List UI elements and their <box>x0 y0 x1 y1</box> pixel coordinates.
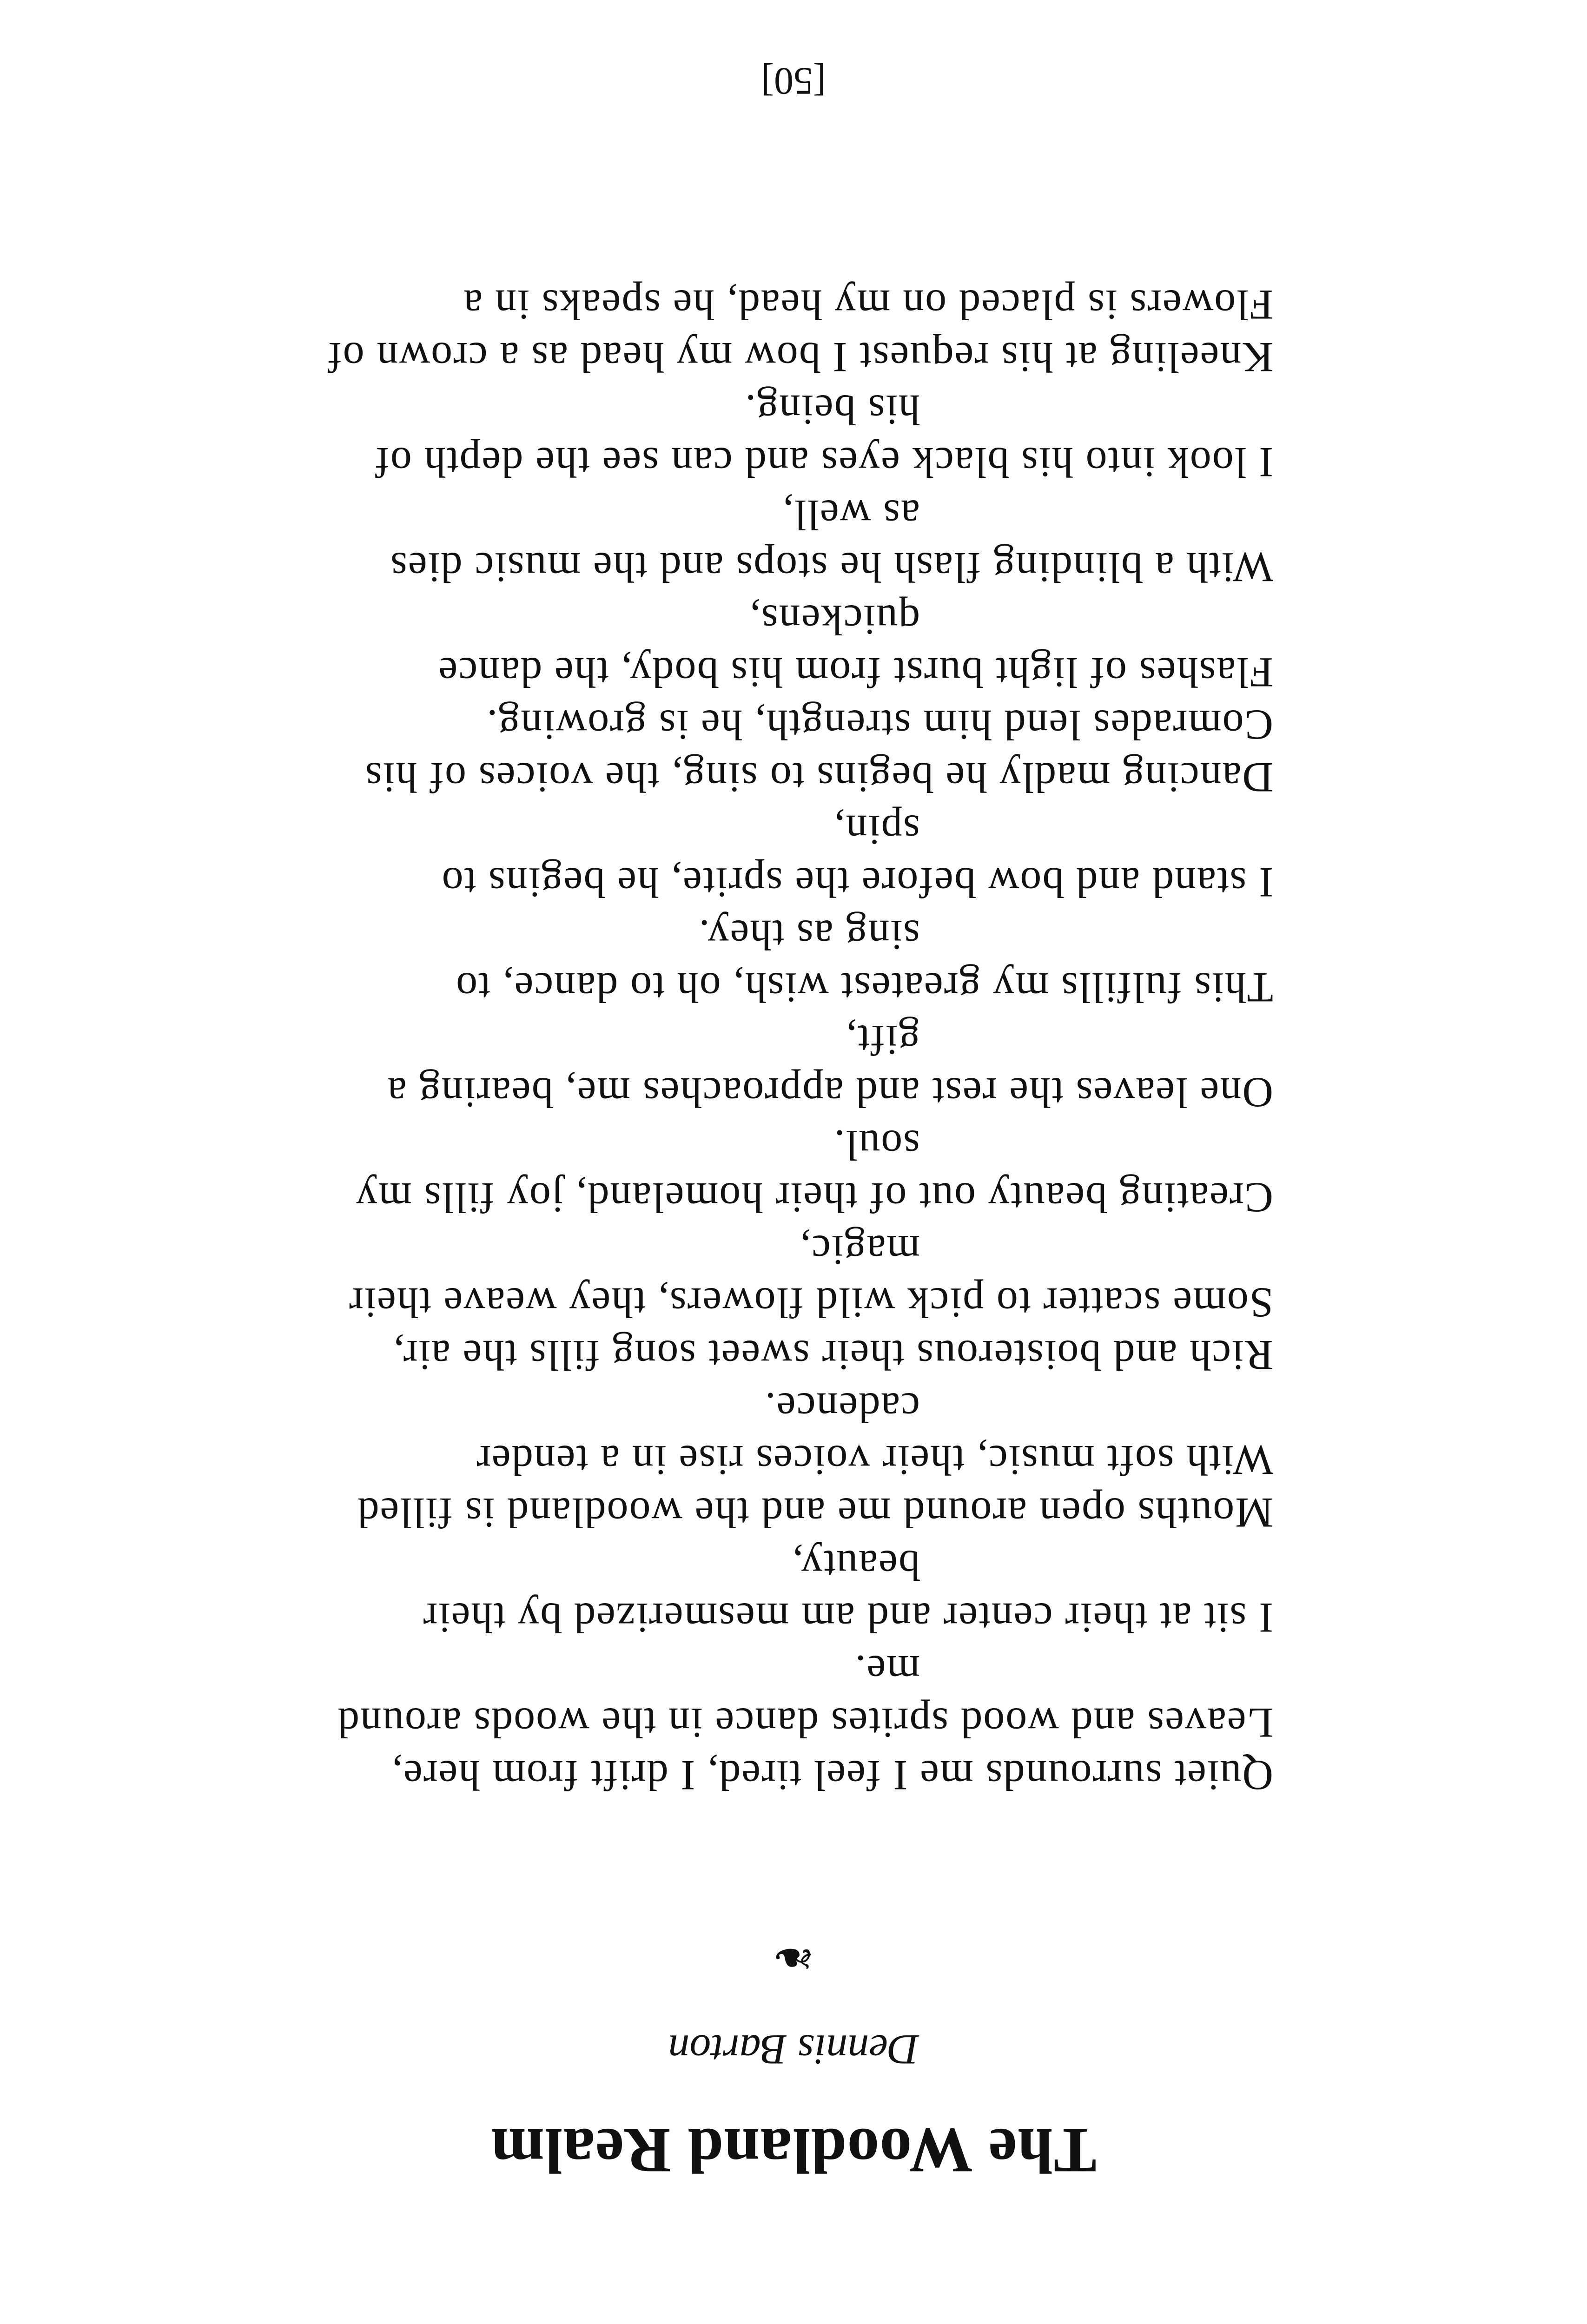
poem-line: Some scatter to pick wild flowers, they weave their <box>348 1279 1273 1327</box>
poem-line: With soft music, their voices rise in a tender <box>476 1437 1273 1484</box>
poem-title: The Woodland Realm <box>490 2115 1097 2186</box>
poem-line: I stand and bow before the sprite, he begins to <box>441 859 1273 906</box>
poem-line: One leaves the rest and approaches me, bearing a <box>386 1069 1273 1116</box>
poem-line: With a blinding flash he stops and the music dies <box>390 544 1273 591</box>
poem-line: Flowers is placed on my head, he speaks in a <box>463 281 1273 329</box>
poem-author: Dennis Barton <box>668 2026 919 2073</box>
poem-line-continuation: me. <box>854 1647 920 1694</box>
fleuron-ornament-icon: ❧ <box>772 1929 815 1986</box>
poem-line: Dancing madly he begins to sing, the voices of his <box>364 754 1273 801</box>
poem-line-continuation: quickens, <box>748 596 920 644</box>
poem-line: Flashes of light burst from his body, the dance <box>437 649 1273 696</box>
poem-line: Kneeling at his request I bow my head as a crown of <box>327 334 1273 381</box>
poem-line: Quiet surrounds me I feel tired, I drift from here, <box>391 1752 1273 1799</box>
poem-line-continuation: spin, <box>833 806 920 854</box>
poem-line-continuation: soul. <box>833 1122 920 1169</box>
poem-line: Rich and boisterous their sweet song fills the air, <box>392 1332 1273 1379</box>
poem-line-continuation: beauty, <box>791 1542 920 1589</box>
poem-line: Mouths open around me and the woodland is filled <box>357 1489 1273 1537</box>
poem-line-continuation: magic, <box>799 1227 920 1274</box>
poem-line: Creating beauty out of their homeland, joy fills my <box>355 1174 1273 1221</box>
poem-line: I look into his black eyes and can see the depth of <box>374 439 1273 486</box>
poem-line-continuation: sing as they. <box>698 911 920 959</box>
poem-body <box>274 278 1273 1802</box>
poem-line-continuation: cadence. <box>764 1384 920 1432</box>
page-number: [50] <box>761 59 826 103</box>
poem-line: This fulfills my greatest wish, oh to dance, to <box>455 964 1273 1011</box>
poem-line-continuation: his being. <box>744 386 920 434</box>
poem-line-continuation: gift, <box>845 1017 920 1064</box>
poem-line: I sit at their center and am mesmerized by their <box>422 1594 1273 1642</box>
poem-line: Leaves and wood sprites dance in the woods around <box>337 1699 1273 1747</box>
poem-line: Comrades lend him strength, he is growing. <box>486 701 1273 749</box>
poem-line-continuation: as well, <box>781 491 920 539</box>
